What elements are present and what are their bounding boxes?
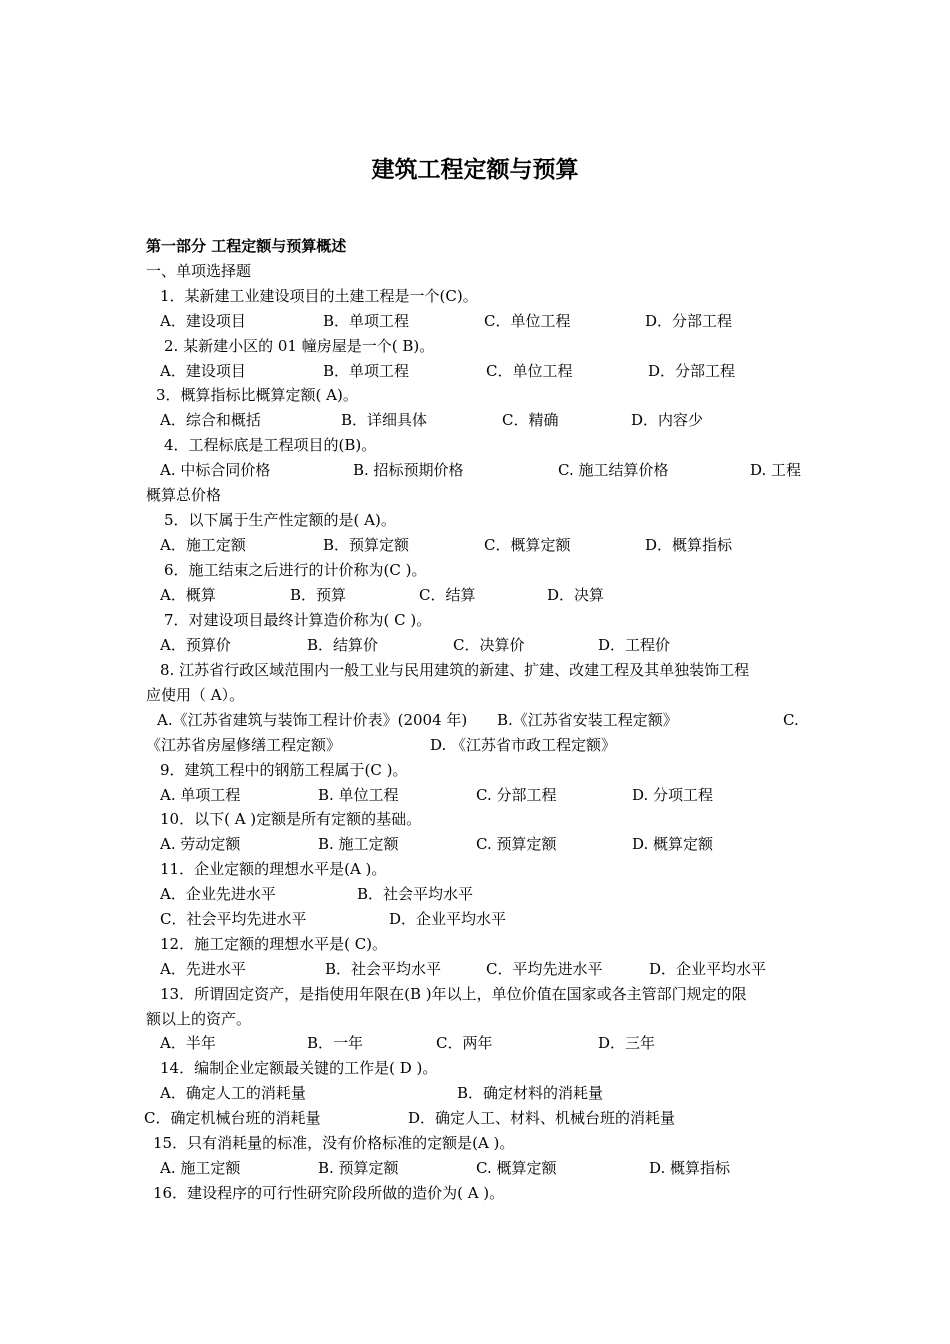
option: A．综合和概括 [160,411,261,429]
option: A．建设项目 [160,362,246,380]
question-stem: 4．工程标底是工程项目的(B)。 [164,436,377,454]
option: B．社会平均水平 [357,885,474,903]
option: B.《江苏省安装工程定额》 [497,711,678,729]
option-continuation: 概算总价格 [146,486,222,504]
option: B．详细具体 [341,411,428,429]
option: B．预算定额 [323,536,410,554]
option: D．内容少 [631,411,704,429]
question-stem: 1．某新建工业建设项目的土建工程是一个(C)。 [160,287,478,305]
option: B．预算 [290,586,347,604]
option: 《江苏省房屋修缮工程定额》 [146,736,342,754]
document-title: 建筑工程定额与预算 [371,157,579,183]
option: A.《江苏省建筑与装饰工程计价表》(2004 年) [157,711,468,729]
question-stem-continuation: 额以上的资产。 [146,1010,252,1028]
option: B. 招标预期价格 [353,461,464,479]
option: C．单位工程 [484,312,571,330]
option: B．单项工程 [323,312,410,330]
option: C．概算定额 [484,536,571,554]
option: C. 分部工程 [476,786,557,804]
option: B. 单位工程 [318,786,399,804]
option: A. 中标合同价格 [160,461,271,479]
question-stem: 9．建筑工程中的钢筋工程属于(C )。 [160,761,408,779]
option: D．企业平均水平 [389,910,507,928]
question-stem: 14．编制企业定额最关键的工作是( D )。 [160,1059,438,1077]
question-stem: 11．企业定额的理想水平是(A )。 [160,860,387,878]
option: A．概算 [160,586,216,604]
question-stem-continuation: 应使用（ A）。 [146,686,245,704]
question-stem: 2. 某新建小区的 01 幢房屋是一个( B)。 [164,337,435,355]
option: D．概算指标 [645,536,733,554]
option: B. 预算定额 [318,1159,399,1177]
option: C. [783,711,799,729]
section-heading: 一、单项选择题 [146,262,252,280]
option: C．平均先进水平 [486,960,603,978]
option: B．结算价 [307,636,379,654]
option: D. 概算定额 [632,835,714,853]
part-heading: 第一部分 工程定额与预算概述 [146,237,347,255]
option: A. 单项工程 [160,786,241,804]
option: B．社会平均水平 [325,960,442,978]
option: D. 《江苏省市政工程定额》 [430,736,617,754]
option: C．结算 [419,586,476,604]
question-stem: 7．对建设项目最终计算造价称为( C )。 [164,611,432,629]
question-stem: 10．以下( A )定额是所有定额的基础。 [160,810,422,828]
option: C．两年 [436,1034,493,1052]
question-stem: 3．概算指标比概算定额( A)。 [156,386,358,404]
option: C．单位工程 [486,362,573,380]
option: A. 劳动定额 [160,835,241,853]
question-stem: 6．施工结束之后进行的计价称为(C )。 [164,561,427,579]
option: D．分部工程 [648,362,736,380]
option: C. 施工结算价格 [558,461,669,479]
option: C. 概算定额 [476,1159,557,1177]
question-stem: 12．施工定额的理想水平是( C)。 [160,935,388,953]
question-stem: 8. 江苏省行政区域范围内一般工业与民用建筑的新建、扩建、改建工程及其单独装饰工程 [160,661,750,679]
option: C. 预算定额 [476,835,557,853]
option: A．建设项目 [160,312,246,330]
option: C．精确 [502,411,559,429]
option: A．企业先进水平 [160,885,276,903]
question-stem: 13．所谓固定资产，是指使用年限在(B )年以上，单位价值在国家或各主管部门规定的限 [160,985,747,1003]
question-stem: 16．建设程序的可行性研究阶段所做的造价为( A )。 [153,1184,505,1202]
option: D. 工程 [750,461,802,479]
option: A．预算价 [160,636,231,654]
option: B．单项工程 [323,362,410,380]
option: A．半年 [160,1034,216,1052]
option: A．确定人工的消耗量 [160,1084,306,1102]
option: D．企业平均水平 [649,960,767,978]
option: C．决算价 [453,636,525,654]
option: A．先进水平 [160,960,246,978]
option: A. 施工定额 [160,1159,241,1177]
question-stem: 15．只有消耗量的标准，没有价格标准的定额是(A )。 [153,1134,515,1152]
question-stem: 5．以下属于生产性定额的是( A)。 [164,511,396,529]
option: A．施工定额 [160,536,246,554]
option: B. 施工定额 [318,835,399,853]
option: D. 分项工程 [632,786,714,804]
option: D．确定人工、材料、机械台班的消耗量 [408,1109,676,1127]
option: C．社会平均先进水平 [160,910,307,928]
option: D．工程价 [598,636,671,654]
option: B．一年 [307,1034,364,1052]
option: C．确定机械台班的消耗量 [144,1109,321,1127]
option: D．决算 [547,586,605,604]
option: D．三年 [598,1034,656,1052]
option: D．分部工程 [645,312,733,330]
option: D. 概算指标 [649,1159,731,1177]
option: B．确定材料的消耗量 [457,1084,604,1102]
